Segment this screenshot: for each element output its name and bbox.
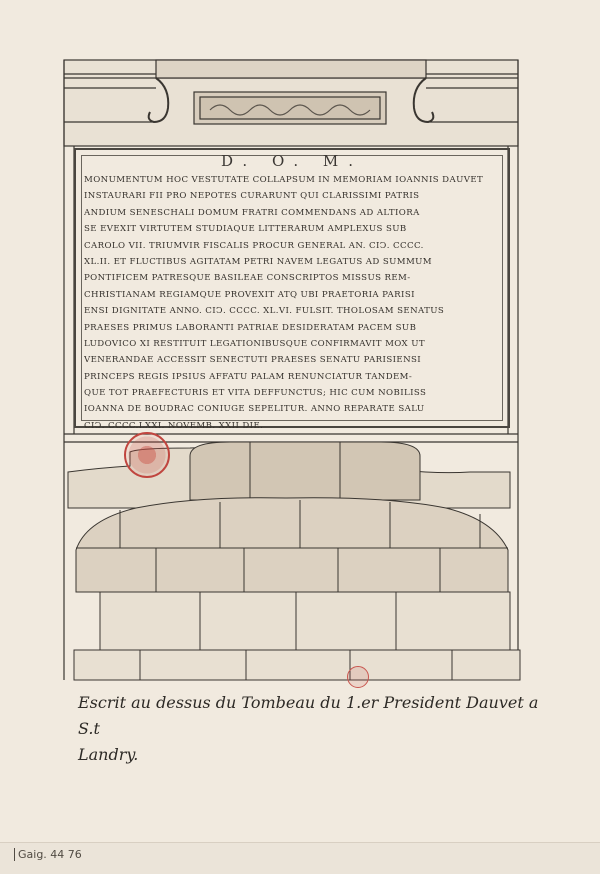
- inscription-line: IOANNA DE BOUDRAC CONIUGE SEPELITUR. ANNO REPARATE SALU: [84, 404, 425, 415]
- base-blocks: [74, 592, 520, 680]
- shelfmark: Gaig. 44 76: [14, 848, 82, 861]
- dom-heading: D. O. M.: [220, 152, 364, 170]
- inscription-line: CHRISTIANAM REGIAMQUE PROVEXIT ATQ UBI PRAETORIA PARISI: [84, 289, 415, 300]
- inscription-line: SE EVEXIT VIRTUTEM STUDIAQUE LITTERARUM AMPLEXUS SUB: [84, 224, 407, 235]
- inscription-line: INSTAURARI FII PRO NEPOTES CURARUNT QUI CLARISSIMI PATRIS: [84, 191, 420, 202]
- library-stamp: [124, 432, 170, 478]
- inscription-line: ENSI DIGNITATE ANNO. CIↃ. CCCC. XL.VI. FULSIT. THOLOSAM SENATUS: [84, 306, 445, 317]
- inscription-text: [84, 172, 500, 434]
- caption: [78, 690, 548, 768]
- inscription-line: LUDOVICO XI RESTITUIT LEGATIONIBUSQUE CONFIRMAVIT MOX UT: [84, 338, 425, 349]
- caption-line-2: Landry.: [78, 745, 139, 764]
- small-library-stamp: [347, 666, 369, 688]
- inscription-line: XL.II. ET FLUCTIBUS AGITATAM PETRI NAVEM LEGATUS AD SUMMUM: [84, 256, 432, 267]
- caption-line-1: Escrit au dessus du Tombeau du 1.er President Dauvet a S.t: [78, 693, 539, 738]
- inscription-line: CIↃ. CCCC.LXXI. NOVEMB. XXII DIE.: [84, 420, 264, 431]
- inscription-line: VENERANDAE ACCESSIT SENECTUTI PRAESES SENATU PARISIENSI: [84, 355, 422, 366]
- inscription-line: ANDIUM SENESCHALI DOMUM FRATRI COMMENDANS AD ALTIORA: [84, 207, 420, 218]
- entablature: [64, 60, 518, 146]
- inscription-line: PRINCEPS REGIS IPSIUS AFFATU PALAM RENUNCIATUR TANDEM-: [84, 371, 413, 382]
- inscription-line: QUE TOT PRAEFECTURIS ET VITA DEFFUNCTUS; HIC CUM NOBILISS: [84, 388, 427, 399]
- inscription-line: PONTIFICEM PATRESQUE BASILEAE CONSCRIPTOS MISSUS REM-: [84, 273, 411, 284]
- inscription-line: PRAESES PRIMUS LABORANTI PATRIAE DESIDERATAM PACEM SUB: [84, 322, 417, 333]
- inscription-line: MONUMENTUM HOC VESTUTATE COLLAPSUM IN MEMORIAM IOANNIS DAUVET: [84, 175, 484, 185]
- catalog-strip: [0, 842, 600, 874]
- inscription-tablet: [74, 148, 510, 431]
- inscription-line: CAROLO VII. TRIUMVIR FISCALIS PROCUR GENERAL AN. CIↃ. CCCC.: [84, 240, 424, 251]
